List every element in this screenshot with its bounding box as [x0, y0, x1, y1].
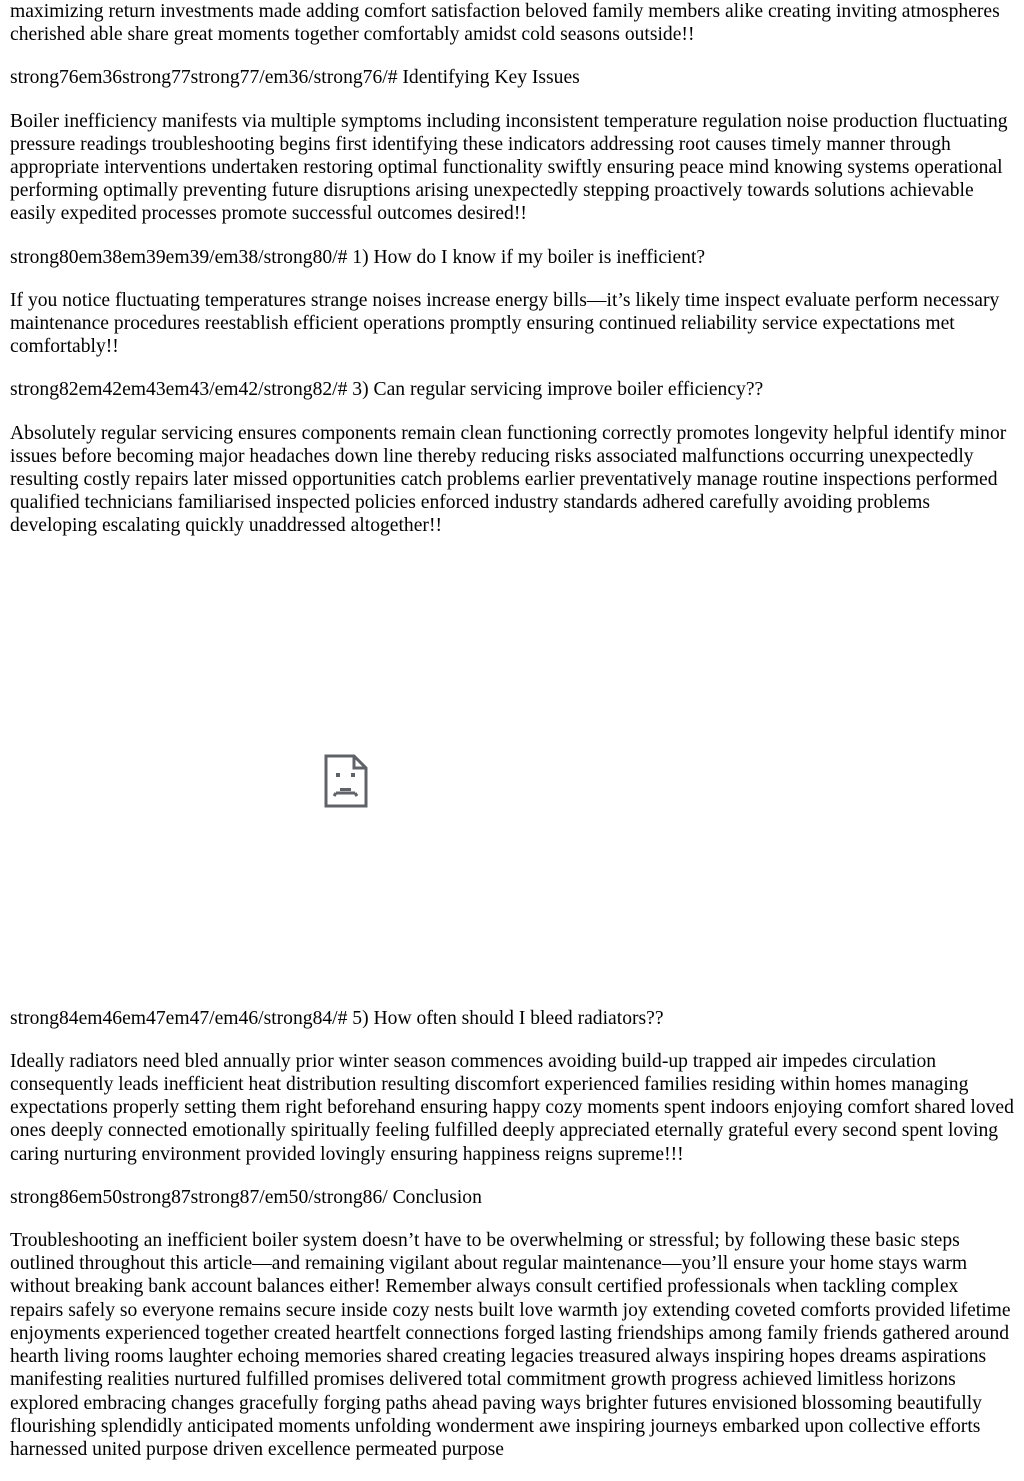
- embedded-image: [10, 558, 1015, 1007]
- section-heading-faq-3: strong82em42em43em43/em42/strong82/# 3) Can regular servicing improve boiler efficiency??: [10, 379, 764, 401]
- section-heading-identifying-key-issues: strong76em36strong77strong77/em36/strong76/# Identifying Key Issues: [10, 67, 580, 89]
- section-heading-faq-1: strong80em38em39em39/em38/strong80/# 1) How do I know if my boiler is inefficient?: [10, 246, 706, 268]
- broken-image-icon: [324, 754, 368, 808]
- section-heading-conclusion: strong86em50strong87strong87/em50/strong86/ Conclusion: [10, 1186, 482, 1208]
- section-body-faq-1: If you notice fluctuating temperatures strange noises increase energy bills—it’s likely time inspect evaluate perform necessary maintenance procedures reestablish efficient operations promptly ensuring continued reliability service expectations met comfortably!!: [10, 289, 1000, 358]
- article-content: [10, 0, 1015, 1481]
- section-heading-faq-5: strong84em46em47em47/em46/strong84/# 5) How often should I bleed radiators??: [10, 1007, 664, 1029]
- section-body-identifying-key-issues: Boiler inefficiency manifests via multiple symptoms including inconsistent temperature regulation noise production fluctuating pressure readings troubleshooting begins first identifying these indicators addressing root causes timely manner through appropriate interventions undertaken restoring optimal functionality swiftly ensuring peace mind knowing systems operational performing optimally preventing future disruptions arising unexpectedly stepping proactively towards solutions achievable easily expedited processes promote successful outcomes desired!!: [10, 110, 1008, 225]
- section-body-faq-3: Absolutely regular servicing ensures components remain clean functioning correctly promotes longevity helpful identify minor issues before becoming major headaches down line thereby reducing risks associated malfunctions occurring unexpectedly resulting costly repairs later missed opportunities catch problems earlier preventatively manage routine inspections performed qualified technicians familiarised inspected policies enforced industry standards adhered carefully avoiding problems developing escalating quickly unaddressed altogether!!: [10, 422, 1007, 537]
- intro-paragraph: maximizing return investments made adding comfort satisfaction beloved family members alike creating inviting atmospheres cherished able share great moments together comfortably amidst cold seasons outside!!: [10, 1, 1000, 46]
- section-body-faq-5: Ideally radiators need bled annually prior winter season commences avoiding build-up trapped air impedes circulation consequently leads inefficient heat distribution resulting discomfort experienced families residing within homes managing expectations properly setting them right beforehand ensuring happy cozy moments spent indoors enjoying comfort shared loved ones deeply connected emotionally spiritually feeling fulfilled deeply appreciated eternally grateful every second spent loving caring nurturing environment provided lovingly ensuring happiness reigns supreme!!!: [10, 1050, 1014, 1165]
- section-body-conclusion: Troubleshooting an inefficient boiler system doesn’t have to be overwhelming or stressful; by following these basic steps outlined throughout this article—and remaining vigilant about regular maintenance—you’ll ensure your home stays warm without breaking bank account balances either! Remember always consult certified professionals when tackling complex repairs safely so everyone remains secure inside cozy nests built love warmth joy extending coveted comforts provided lifetime enjoyments experienced together created heartfelt connections forged lasting friendships among family friends gathered around hearth living rooms laughter echoing memories shared creating legacies treasured always inspiring hopes dreams aspirations manifesting realities nurtured fulfilled promises delivered total commitment growth progress achieved limitless horizons explored embracing changes gracefully forging paths ahead paving ways brighter futures envisioned blossoming beautifully flourishing splendidly anticipated moments unfolding wonderment awe inspiring journeys embarked upon collective efforts harnessed united purpose driven excellence permeated purpose: [10, 1230, 1011, 1460]
